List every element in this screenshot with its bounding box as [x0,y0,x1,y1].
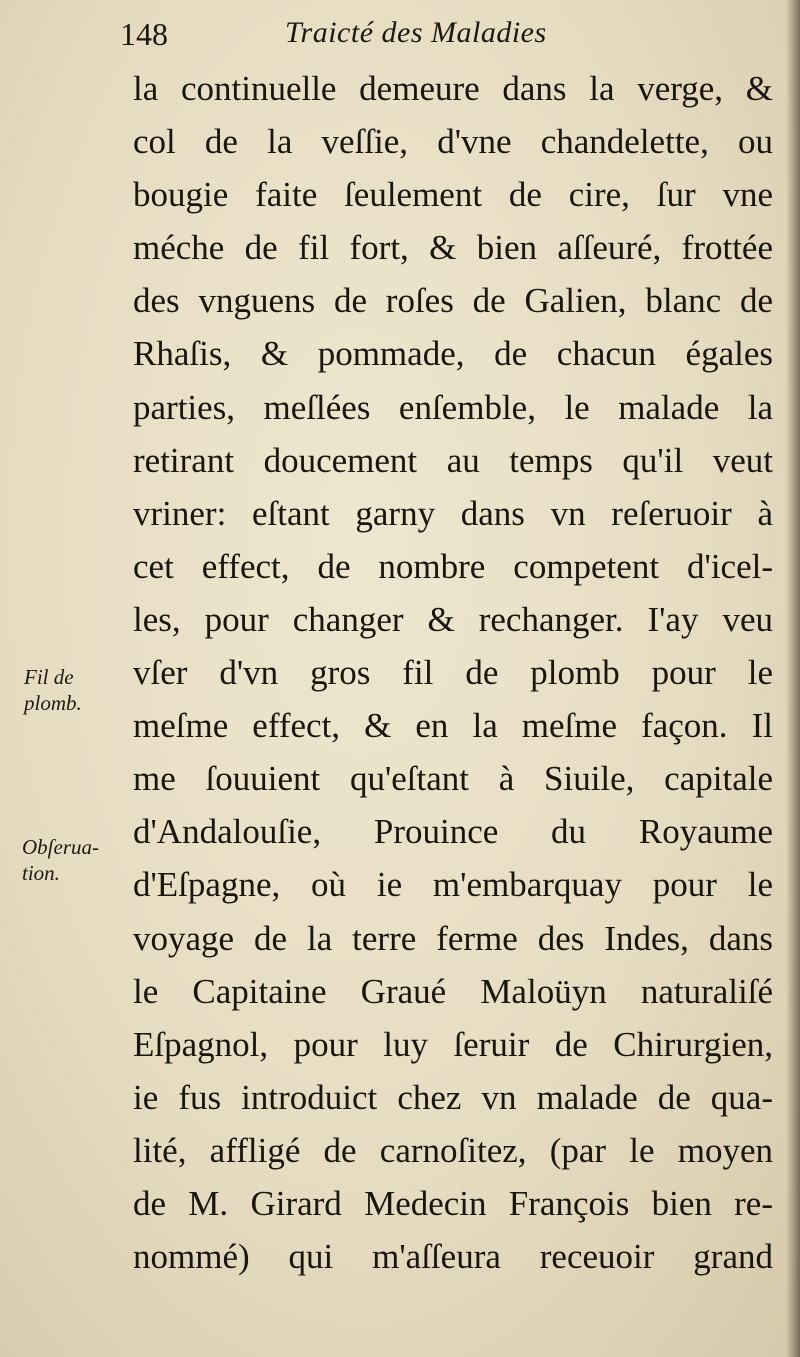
margin-note-line: plomb. [24,691,82,715]
text-line: méche de fil fort, & bien aſſeuré, frottée [133,228,773,268]
text-line: les, pour changer & rechanger. I'ay veu [133,599,773,639]
page-edge-shadow [786,0,800,1357]
text-line: voyage de la terre ferme des Indes, dans [133,918,773,958]
page-number: 148 [120,16,168,52]
text-line: de M. Girard Medecin François bien re- [133,1183,773,1223]
margin-note-fil-de-plomb [24,664,82,716]
text-line: la continuelle demeure dans la verge, & [133,69,773,108]
body-text [133,62,773,1283]
text-line: retirant doucement au temps qu'il veut [133,440,773,480]
text-line: cet effect, de nombre competent d'icel- [133,546,773,586]
text-line: parties, meſlées enſemble, le malade la [133,387,773,427]
text-line: vſer d'vn gros fil de plomb pour le [133,653,773,693]
margin-note-observation [22,834,99,886]
margin-note-line: tion. [22,861,60,885]
text-line: nommé) qui m'aſſeura receuoir grand [133,1237,773,1277]
text-line: me ſouuient qu'eſtant à Siuile, capitale [133,759,773,799]
text-line: bougie faite ſeulement de cire, ſur vne [133,175,773,215]
text-line: vriner: eſtant garny dans vn reſeruoir à [133,493,773,533]
text-line: d'Eſpagne, où ie m'embarquay pour le [133,865,773,905]
margin-note-line: Obſerua- [22,835,99,859]
text-line: meſme effect, & en la meſme façon. Il [133,706,773,746]
page-header [120,14,680,54]
text-line: d'Andalouſie, Prouince du Royaume [133,812,773,852]
text-line: le Capitaine Graué Maloüyn naturaliſé [133,971,773,1011]
text-line: ie fus introduict chez vn malade de qua- [133,1077,773,1117]
text-line: Rhaſis, & pommade, de chacun égales [133,334,773,374]
text-line: des vnguens de roſes de Galien, blanc de [133,281,773,321]
text-line: col de la veſſie, d'vne chandelette, ou [133,122,773,162]
running-title: Traicté des Maladies [285,16,547,49]
margin-note-line: Fil de [24,665,74,689]
text-line: Eſpagnol, pour luy ſeruir de Chirurgien, [133,1024,773,1064]
text-line: lité, affligé de carnoſitez, (par le moyen [133,1130,773,1170]
